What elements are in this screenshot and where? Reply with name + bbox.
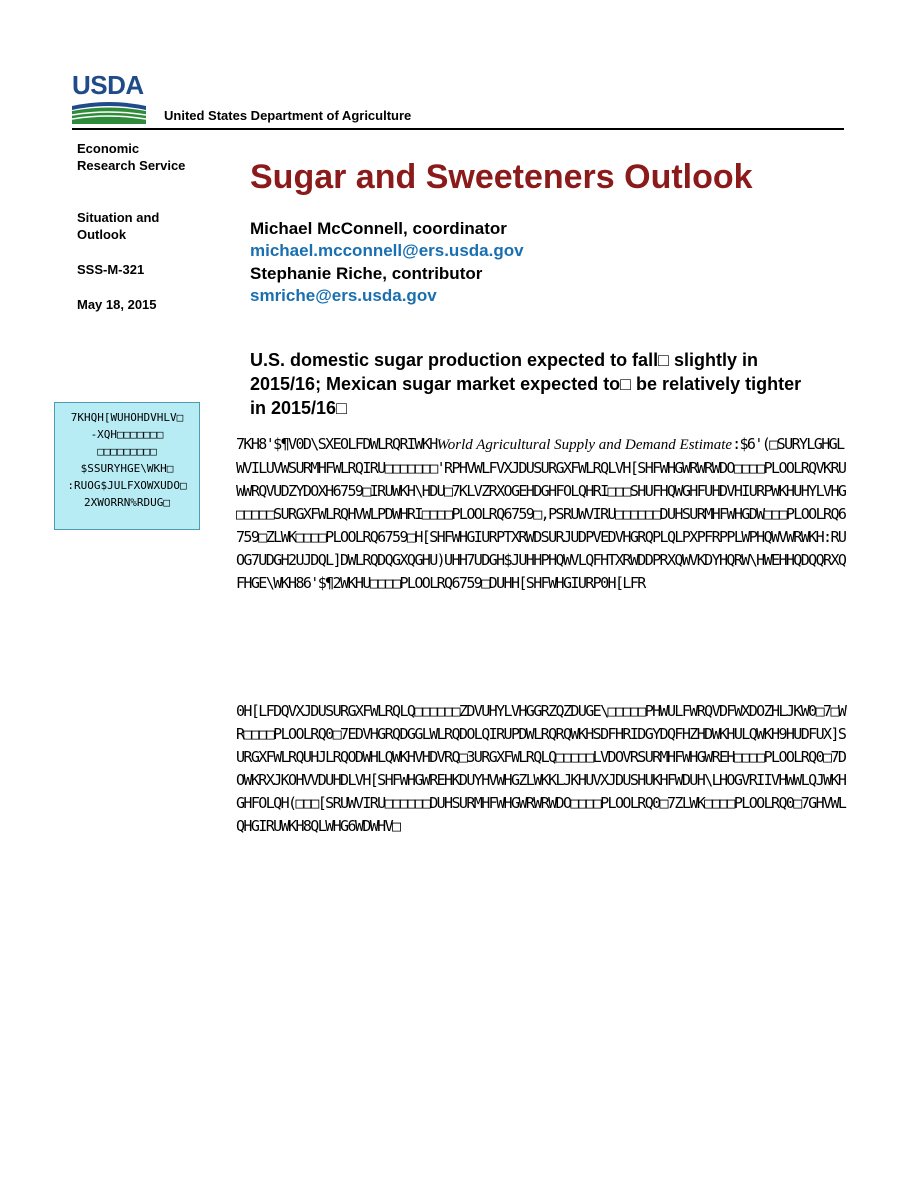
body-text: :$6'(□SURYLGHGLWVILUVWSURMHFWLRQIRU□□□□□□□'RPHVWLFVXJDUSURGXFWLRQLVH[SHFWHGWRWRWDO□□□□PLOOLRQVKRUWWRQVUDZYDOXH6759□IRUWKH\HDU□7KLVZRXOGEHDGHFOLQHRI□□□SHUFHQWGHFUHDVHIURPWKHUHYLVHG□□□□□SURGXFWLRQHVWLPDWHRI□□□□PLOOLRQ6759□,PSRUWVIRU□□□□□□DUHSURMHFWHGDW□□□PLOOLRQ6759□ZLWK□□□□PLOOLRQ6759□H[SHFWHGIURPTXRWDSURJUDPVEDVHGRQPLQLPXPFRPPLWPHQWVWRWKH:RUOG7UDGH2UJDQL]DWLRQDQGXQGHU)UHH7UDGH$JUHHPHQWVLQFHTXRWDDPRXQWVKDYHQRW\HWEHHQDQQRXQFHGE\WKH86'$¶2WKHU□□□□PLOOLRQ6759□DUHH[SHFWHGIURP0H[LFR	[236, 435, 846, 592]
usda-logo: USDA	[72, 70, 144, 100]
next-release-box	[54, 402, 200, 530]
infobox-line: 7KHQH[WUHOHDVHLV□	[70, 411, 184, 424]
author-email-link[interactable]: michael.mcconnell@ers.usda.gov	[250, 241, 524, 260]
body-paragraph	[236, 433, 848, 595]
author-name: Stephanie Riche, contributor	[250, 264, 483, 283]
infobox-line: □□□□□□□□□	[97, 445, 157, 458]
usda-logo-swoosh-icon	[72, 100, 146, 124]
publication-title: World Agricultural Supply and Demand Estimate	[436, 437, 733, 453]
agency-name: Economic Research Service	[77, 141, 186, 173]
infobox-line: 2XWORRN%RDUG□	[83, 496, 171, 509]
author-name: Michael McConnell, coordinator	[250, 219, 507, 238]
report-date: May 18, 2015	[77, 297, 157, 312]
series-name: Situation and Outlook	[77, 210, 160, 242]
body-paragraph: 0H[LFDQVXJDUSURGXFWLRQLQ□□□□□□ZDVUHYLVHGGRZQZDUGE\□□□□□PHWULFWRQVDFWXDOZHLJKW0□7□WR□□□□PLOOLRQ0□7EDVHGRQDGGLWLRQDOLQIRUPDWLRQRQWKHSDFHRIDGYDQFHZHDWKHULQWKH9HUDFUX]SURGXFWLRQUHJLRQODWHLQWKHVHDVRQ□3URGXFWLRQLQ□□□□□LVDOVRSURMHFWHGWREH□□□□PLOOLRQ0□7DOWKRXJKOHVVDUHDLVH[SHFWHGWREHKDUYHVWHGZLWKKLJKHUVXJDUSHUKHFWDUH\LHOGVRIIVHWWLQJWKHGHFOLQH(□□□[SRUWVIRU□□□□□□DUHSURMHFWHGWRWRWDO□□□□PLOOLRQ0□7ZLWK□□□□PLOOLRQ0□7GHVWLQHGIRUWKH8QLWHG6WDWHV□	[236, 702, 846, 835]
report-code: SSS-M-321	[77, 262, 145, 277]
infobox-line: :RUOG$JULFXOWXUDO□	[67, 479, 187, 492]
infobox-line: -XQH□□□□□□□	[90, 428, 164, 441]
report-title: Sugar and Sweeteners Outlook	[250, 158, 753, 196]
body-text: 7KH8'$¶V0D\SXEOLFDWLRQRIWKH	[236, 435, 437, 453]
header-rule	[72, 128, 844, 130]
department-name: United States Department of Agriculture	[164, 108, 412, 123]
report-headline: U.S. domestic sugar production expected to fall□ slightly in 2015/16; Mexican sugar market expected to□ be relatively tighter in 2015/16□	[250, 350, 802, 418]
author-email-link[interactable]: smriche@ers.usda.gov	[250, 286, 437, 305]
infobox-line: $SSURYHGE\WKH□	[80, 462, 174, 475]
